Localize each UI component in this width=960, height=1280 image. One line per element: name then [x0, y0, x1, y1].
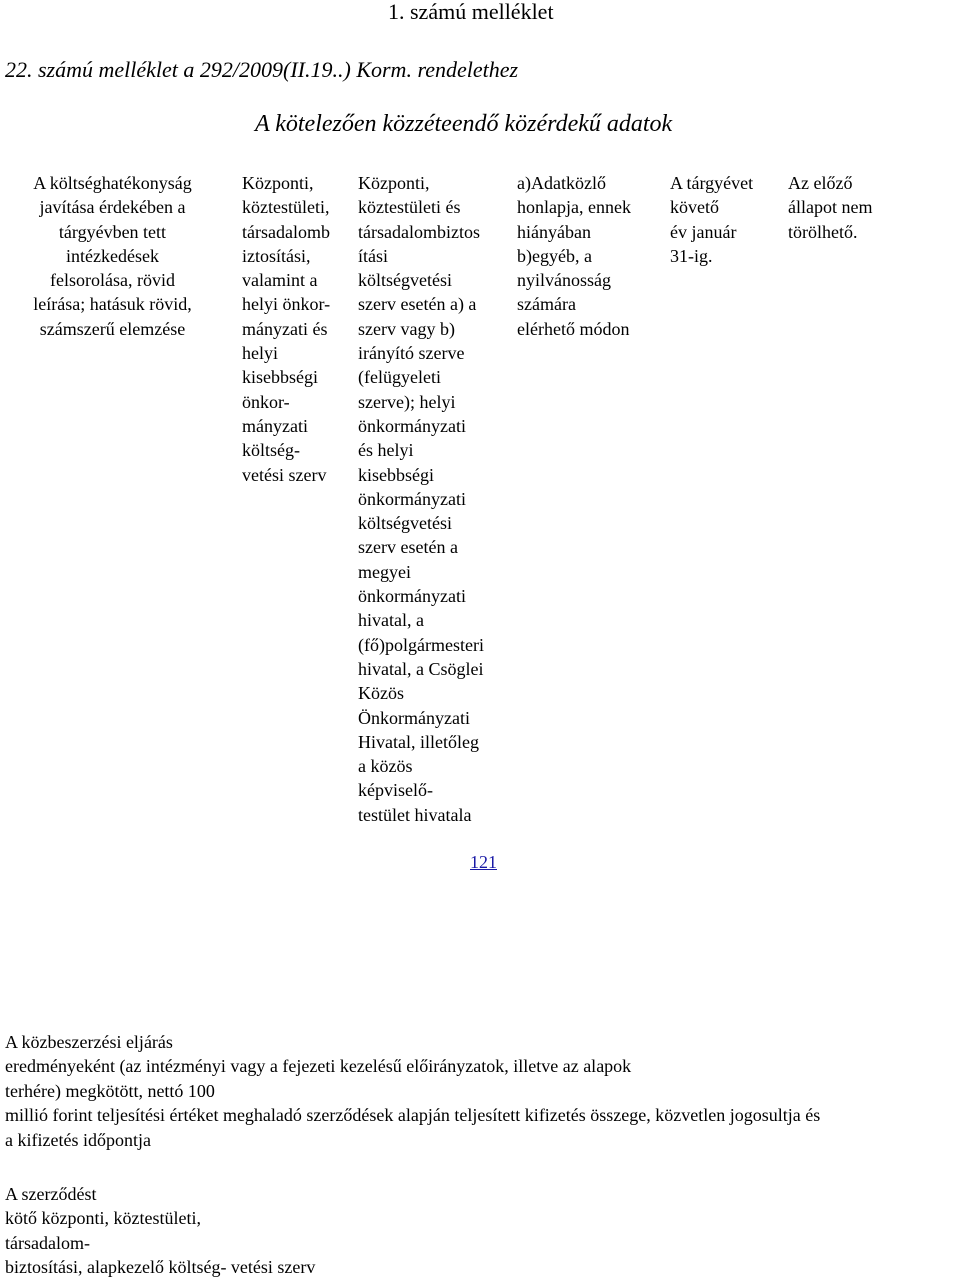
cell-publication-method: a)Adatközlő honlapja, ennek hiányában b)egyéb, a nyilvánosság számára elérhető módon [517, 173, 631, 339]
contracting-party-paragraph: A szerződést kötő központi, köztestületi, társadalom- biztosítási, alapkezelő költség- vetési szerv [5, 1184, 316, 1278]
page-title: A kötelezően közzéteendő közérdekű adatok [255, 111, 673, 137]
cell-update-deadline: A tárgyévet követő év január 31-ig. [670, 173, 754, 266]
annex-heading: 1. számú melléklet [388, 0, 554, 24]
cell-responsible-body: Központi, köztestületi és társadalombiztos ítási költségvetési szerv esetén a) a szerv vagy b) irányító szerve (felügyeleti szerve); helyi önkormányzati és helyi kisebbségi önkormányzati költségvetési szerv esetén a megyei önkormányzati hivatal, a (fő)polgármesteri hivatal, a Csöglei Közös Önkormányzati Hivatal, illetőleg a közös képviselő- testület hivatala [358, 173, 484, 825]
procurement-paragraph: A közbeszerzési eljárás eredményeként (az intézményi vagy a fejezeti kezelésű előirányzatok, illetve az alapok terhére) megkötött, nettó 100 millió forint teljesítési értéket meghaladó szerződések alapján teljesített kifizetés összege, közvetlen jogosultja és a kifizetés időpontja [5, 1032, 821, 1150]
cell-data-description: A költséghatékonyság javítása érdekében a tárgyévben tett intézkedések felsorolása, rövid leírása; hatásuk rövid, számszerű elemzése [33, 173, 192, 339]
cell-retention-note: Az előző állapot nem törölhető. [788, 173, 873, 242]
cell-data-provider: Központi, köztestületi, társadalomb iztosítási, valamint a helyi önkor- mányzati és helyi kisebbségi önkor- mányzati költség- vetési szerv [242, 173, 331, 485]
page-number-link[interactable]: 121 [470, 852, 497, 872]
regulation-reference: 22. számú melléklet a 292/2009(II.19..) Korm. rendelethez [5, 57, 519, 82]
